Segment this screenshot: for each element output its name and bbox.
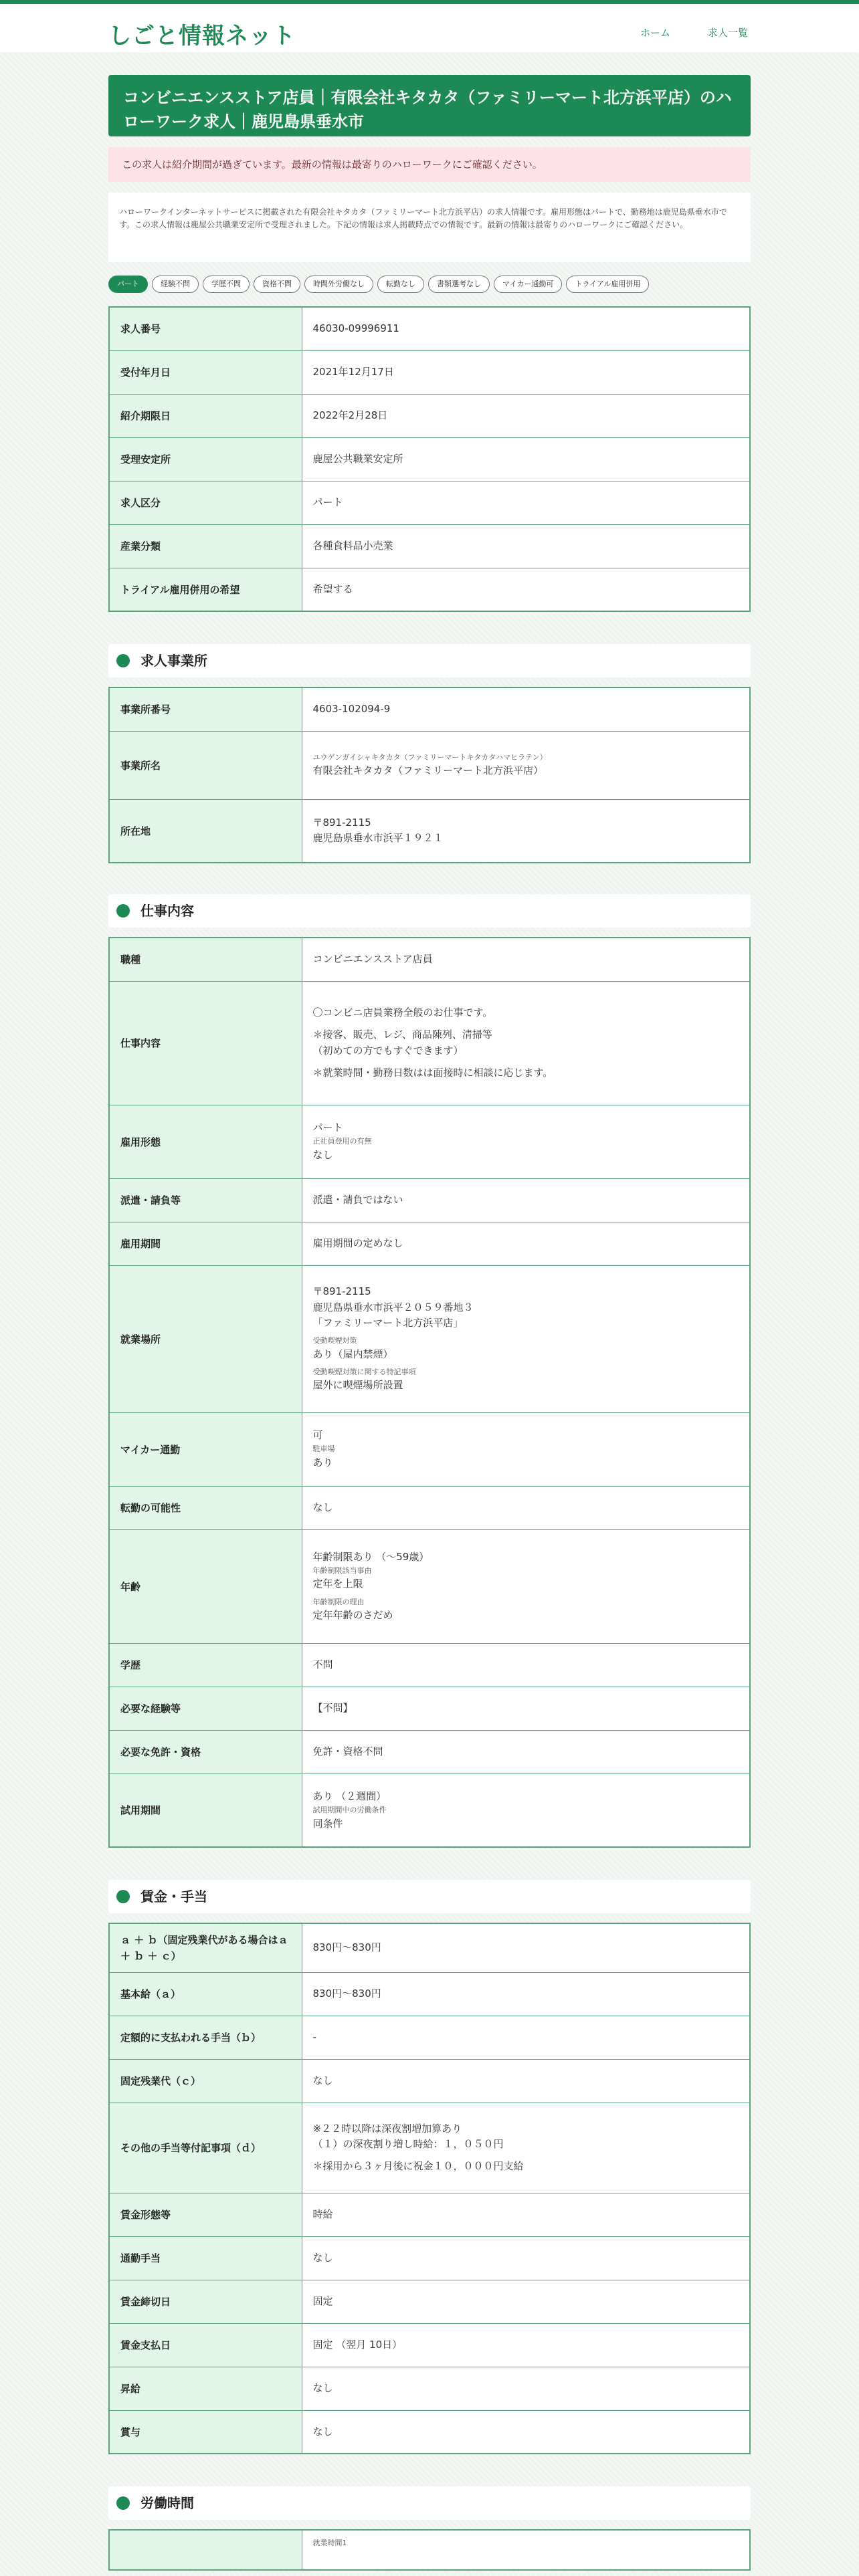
row-label: ａ ＋ ｂ（固定残業代がある場合はａ ＋ ｂ ＋ ｃ） (109, 1923, 302, 1972)
bullet-dot-icon (116, 654, 130, 667)
sub-label: 受動喫煙対策 (312, 1336, 357, 1346)
row-value: なし (302, 2367, 750, 2410)
row-label: 賃金形態等 (109, 2193, 302, 2236)
row-value (302, 2103, 750, 2193)
row-label: 派遣・請負等 (109, 1178, 302, 1222)
row-value: 46030-09996911 (302, 307, 750, 350)
office-name: 有限会社キタカタ（ファミリーマート北方浜平店） (312, 764, 544, 777)
parking: あり (312, 1456, 333, 1469)
table-row (109, 1265, 750, 1412)
trial-period: あり （２週間） (312, 1790, 387, 1802)
basic-info-table (108, 306, 751, 612)
table-row (109, 1529, 750, 1643)
row-value: 830円～830円 (302, 1972, 750, 2016)
row-label: トライアル雇用併用の希望 (109, 568, 302, 611)
row-label: 職種 (109, 938, 302, 981)
section-title: 賃金・手当 (140, 1889, 207, 1905)
table-row (109, 2323, 750, 2367)
row-value: 固定 (302, 2280, 750, 2323)
table-row (109, 2103, 750, 2193)
row-value (302, 1774, 750, 1847)
row-label: 通勤手当 (109, 2236, 302, 2280)
row-value (302, 981, 750, 1105)
section-heading-hours (108, 2486, 751, 2520)
content-line: ＊接客、販売、レジ、商品陳列、清掃等 (312, 1029, 492, 1041)
row-value: 時給 (302, 2193, 750, 2236)
row-value: 各種食料品小売業 (302, 524, 750, 568)
table-row (109, 1105, 750, 1178)
main-content (108, 75, 751, 2571)
row-value (302, 1529, 750, 1643)
allowance-note: ※２２時以降は深夜割増加算あり (312, 2122, 462, 2135)
row-value: なし (302, 2236, 750, 2280)
section-heading-job (108, 894, 751, 928)
row-label: 賃金支払日 (109, 2323, 302, 2367)
row-value: 固定 （翌月 10日） (302, 2323, 750, 2367)
site-logo[interactable]: しごと情報ネット (108, 23, 296, 49)
table-row (109, 481, 750, 524)
allowance-note: ＊採用から３ヶ月後に祝金１０，０００円支給 (312, 2160, 524, 2173)
sub-label: 就業時間1 (312, 2539, 347, 2547)
row-value: なし (302, 1486, 750, 1529)
row-label: 産業分類 (109, 524, 302, 568)
row-value: コンビニエンスストア店員 (302, 938, 750, 981)
office-postal: 〒891-2115 (312, 817, 371, 829)
row-value: 【不問】 (302, 1687, 750, 1730)
row-value (302, 1265, 750, 1412)
row-label: 賞与 (109, 2410, 302, 2454)
table-row (109, 731, 750, 799)
row-value (302, 1412, 750, 1486)
age-reason: 定年を上限 (312, 1578, 363, 1590)
section-heading-office (108, 644, 751, 677)
place-store: 「ファミリーマート北方浜平店」 (312, 1316, 464, 1329)
sub-label: 駐車場 (312, 1444, 335, 1454)
place-address: 鹿児島県垂水市浜平２０５９番地３ (312, 1301, 474, 1313)
table-row (109, 524, 750, 568)
row-value: なし (302, 2410, 750, 2454)
row-label: 雇用期間 (109, 1222, 302, 1265)
row-value (302, 799, 750, 863)
row-label: その他の手当等付記事項（ｄ） (109, 2103, 302, 2193)
row-label: 求人区分 (109, 481, 302, 524)
section-title: 仕事内容 (140, 903, 194, 919)
table-row (109, 1412, 750, 1486)
job-table (108, 937, 751, 1848)
row-value: 派遣・請負ではない (302, 1178, 750, 1222)
sub-label: 年齢制限の理由 (312, 1597, 365, 1606)
bullet-dot-icon (116, 1890, 130, 1903)
table-row (109, 568, 750, 611)
nav-jobs-link[interactable]: 求人一覧 (708, 27, 749, 39)
row-value: パート (302, 481, 750, 524)
tag-car-commute[interactable]: マイカー通勤可 (494, 276, 562, 293)
tag-no-education[interactable]: 学歴不問 (203, 276, 250, 293)
row-label: 事業所名 (109, 731, 302, 799)
row-label: 紹介期限日 (109, 394, 302, 437)
table-row (109, 981, 750, 1105)
row-value: なし (302, 2059, 750, 2103)
row-value: 雇用期間の定めなし (302, 1222, 750, 1265)
nav-home-link[interactable]: ホーム (640, 27, 671, 39)
allowance-note: （１）の深夜割り増し時給：１，０５０円 (312, 2137, 504, 2150)
table-row (109, 1774, 750, 1847)
table-row (109, 1222, 750, 1265)
row-label: 必要な経験等 (109, 1687, 302, 1730)
table-row (109, 1643, 750, 1687)
intro-text: ハローワークインターネットサービスに掲載された有限会社キタカタ（ファミリーマート北方浜平店）の求人情報です。雇用形態はパートで、勤務地は鹿児島県垂水市です。この求人情報は鹿屋公共職業安定所で受理されました。下記の情報は求人掲載時点での情報です。最新の情報は最寄りのハローワークにご確認ください。 (108, 193, 751, 262)
table-row (109, 1923, 750, 1972)
office-table (108, 687, 751, 863)
trial-conditions: 同条件 (312, 1817, 343, 1830)
row-label: 賃金締切日 (109, 2280, 302, 2323)
table-row (109, 1486, 750, 1529)
row-label: 所在地 (109, 799, 302, 863)
row-label: 年齢 (109, 1529, 302, 1643)
table-row (109, 1178, 750, 1222)
tag-no-experience[interactable]: 経験不問 (152, 276, 199, 293)
age-limit: 年齢制限あり （～59歳） (312, 1550, 430, 1563)
row-label: 基本給（ａ） (109, 1972, 302, 2016)
row-label: 固定残業代（ｃ） (109, 2059, 302, 2103)
row-label: 仕事内容 (109, 981, 302, 1105)
row-value: - (302, 2016, 750, 2059)
table-row (109, 687, 750, 731)
sub-label: 受動喫煙対策に関する特記事項 (312, 1367, 416, 1376)
bullet-dot-icon (116, 2496, 130, 2510)
sub-label: 正社員登用の有無 (312, 1137, 372, 1146)
tag-no-document-screening[interactable]: 書類選考なし (428, 276, 490, 293)
tag-no-license[interactable]: 資格不問 (254, 276, 300, 293)
row-label: 就業場所 (109, 1265, 302, 1412)
wage-table (108, 1923, 751, 2454)
smoke-policy: あり（屋内禁煙） (312, 1348, 393, 1360)
tag-part[interactable]: パート (108, 276, 148, 293)
row-label: 昇給 (109, 2367, 302, 2410)
table-row (109, 307, 750, 350)
regular-employee: なし (312, 1148, 333, 1161)
place-postal: 〒891-2115 (312, 1285, 371, 1298)
row-label: 事業所番号 (109, 687, 302, 731)
tag-no-overtime[interactable]: 時間外労働なし (304, 276, 373, 293)
row-value: 2021年12月17日 (302, 350, 750, 394)
table-row (109, 2016, 750, 2059)
table-row (109, 2367, 750, 2410)
row-value: 不問 (302, 1643, 750, 1687)
table-row (109, 1972, 750, 2016)
section-title: 労働時間 (140, 2495, 194, 2511)
tag-trial-employment[interactable]: トライアル雇用併用 (566, 276, 649, 293)
table-row (109, 1687, 750, 1730)
row-value: 鹿屋公共職業安定所 (302, 437, 750, 481)
content-line: ＊就業時間・勤務日数はは面接時に相談に応じます。 (312, 1066, 553, 1079)
table-row (109, 2236, 750, 2280)
row-label: 受付年月日 (109, 350, 302, 394)
table-row (109, 938, 750, 981)
sub-label: 年齢制限該当事由 (312, 1566, 372, 1575)
table-row (109, 1730, 750, 1774)
table-row (109, 799, 750, 863)
row-label (109, 2530, 302, 2570)
row-value: 4603-102094-9 (302, 687, 750, 731)
employment-type: パート (312, 1121, 343, 1134)
section-title: 求人事業所 (140, 653, 207, 669)
row-value (302, 731, 750, 799)
row-value (302, 2530, 750, 2570)
table-row (109, 350, 750, 394)
row-label: マイカー通勤 (109, 1412, 302, 1486)
office-address: 鹿児島県垂水市浜平１９２１ (312, 832, 444, 845)
row-label: 学歴 (109, 1643, 302, 1687)
tag-no-transfer[interactable]: 転勤なし (377, 276, 424, 293)
row-value: 830円～830円 (302, 1923, 750, 1972)
row-label: 必要な免許・資格 (109, 1730, 302, 1774)
bullet-dot-icon (116, 904, 130, 918)
row-label: 定額的に支払われる手当（ｂ） (109, 2016, 302, 2059)
page-title: コンビニエンスストア店員｜有限会社キタカタ（ファミリーマート北方浜平店）のハローワーク求人｜鹿児島県垂水市 (108, 75, 751, 136)
table-row (109, 394, 750, 437)
content-line: （初めての方でもすぐできます） (312, 1044, 464, 1057)
row-label: 雇用形態 (109, 1105, 302, 1178)
hours-table (108, 2529, 751, 2571)
section-heading-wage (108, 1880, 751, 1913)
car-commute: 可 (312, 1428, 323, 1441)
expired-alert: この求人は紹介期間が過ぎています。最新の情報は最寄りのハローワークにご確認ください。 (108, 147, 751, 182)
table-row (109, 437, 750, 481)
row-label: 試用期間 (109, 1774, 302, 1847)
tag-list (108, 276, 751, 297)
sub-label: 試用期間中の労働条件 (312, 1805, 387, 1814)
row-value: 免許・資格不問 (302, 1730, 750, 1774)
row-value: 希望する (302, 568, 750, 611)
row-label: 受理安定所 (109, 437, 302, 481)
row-value (302, 1105, 750, 1178)
row-label: 求人番号 (109, 307, 302, 350)
table-row (109, 2193, 750, 2236)
age-why: 定年年齢のさだめ (312, 1609, 393, 1622)
site-header (0, 0, 859, 52)
table-row (109, 2280, 750, 2323)
content-line: 〇コンビニ店員業務全般のお仕事です。 (312, 1006, 493, 1018)
table-row (109, 2410, 750, 2454)
table-row (109, 2530, 750, 2570)
smoke-extra: 屋外に喫煙場所設置 (312, 1379, 403, 1392)
table-row (109, 2059, 750, 2103)
row-value: 2022年2月28日 (302, 394, 750, 437)
office-name-kana: ユウゲンガイシャキタカタ（ファミリーマートキタカタハマヒラテン） (312, 752, 547, 762)
row-label: 転勤の可能性 (109, 1486, 302, 1529)
